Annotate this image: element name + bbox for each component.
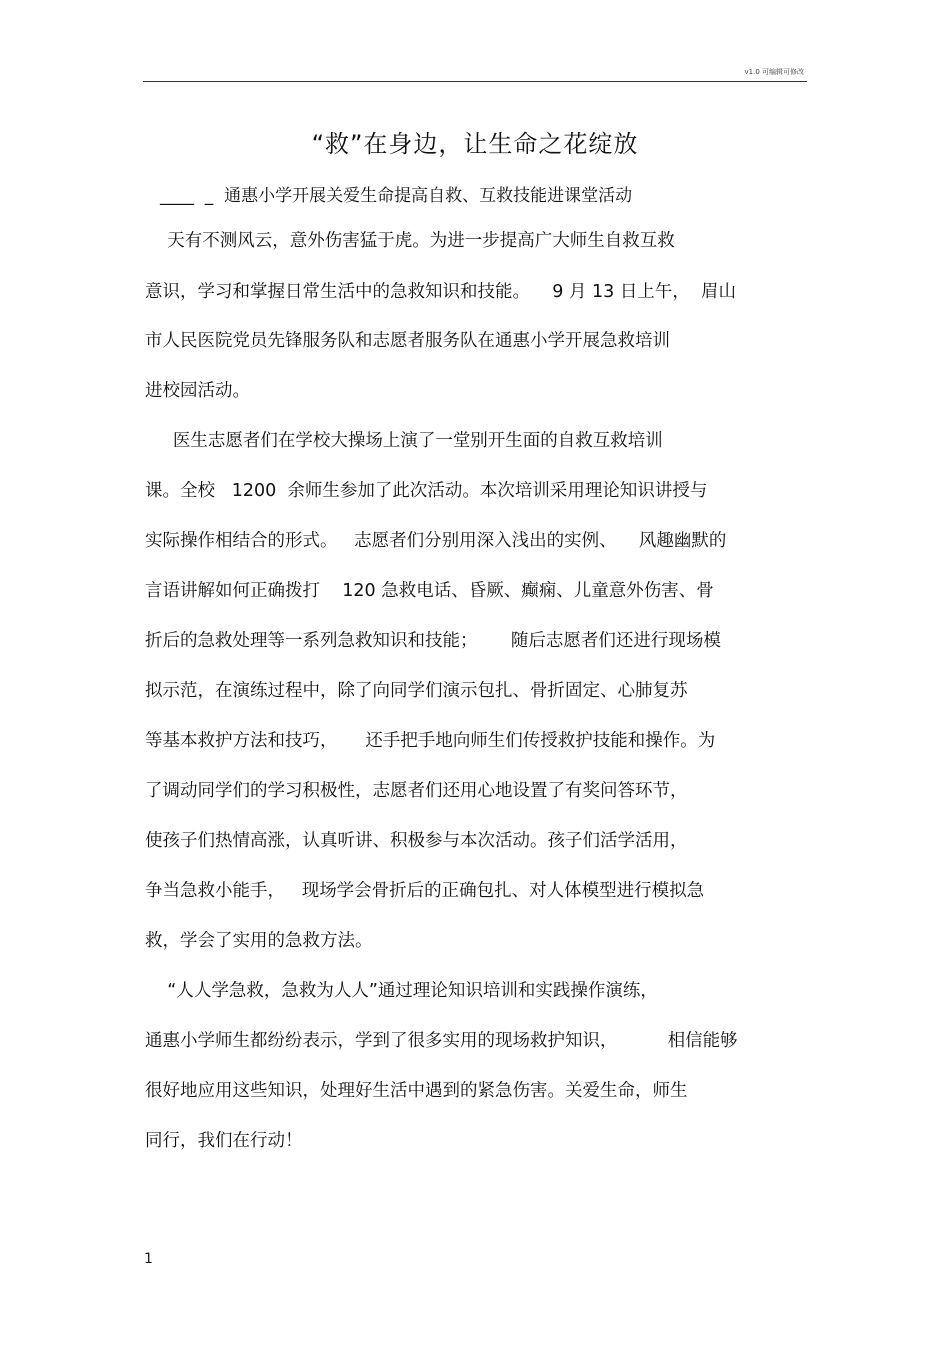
- body-line: 争当急救小能手， 现场学会骨折后的正确包扎、对人体模型进行模拟急: [145, 881, 705, 901]
- body-line: 实际操作相结合的形式。 志愿者们分别用深入浅出的实例、 风趣幽默的: [145, 531, 727, 551]
- body-line: 言语讲解如何正确拨打 120 急救电话、昏厥、癫痫、儿童意外伤害、骨: [145, 581, 714, 601]
- body-line: 同行，我们在行动！: [145, 1131, 303, 1151]
- page-title: “救”在身边，让生命之花绽放: [311, 130, 639, 158]
- body-line: 天有不测风云，意外伤害猛于虎。为进一步提高广大师生自救互救: [145, 231, 675, 251]
- header-rule: [143, 81, 807, 82]
- body-line: 拟示范，在演练过程中，除了向同学们演示包扎、骨折固定、心肺复苏: [145, 681, 688, 701]
- page-number: 1: [144, 1251, 153, 1267]
- body-line: 救，学会了实用的急救方法。: [145, 931, 373, 951]
- body-line: 课。全校 1200 余师生参加了此次活动。本次培训采用理论知识讲授与: [145, 481, 708, 501]
- body-line: 了调动同学们的学习积极性，志愿者们还用心地设置了有奖问答环节，: [145, 781, 688, 801]
- header-version-note: v1.0 可编辑可修改: [744, 68, 804, 76]
- body-line: 市人民医院党员先锋服务队和志愿者服务队在通惠小学开展急救培训: [145, 331, 670, 351]
- body-line: 医生志愿者们在学校大操场上演了一堂别开生面的自救互救培训: [145, 431, 663, 451]
- body-line: 进校园活动。: [145, 381, 250, 401]
- body-line: 意识，学习和掌握日常生活中的急救知识和技能。 9 月 13 日上午， 眉山: [145, 282, 736, 302]
- body-line: 使孩子们热情高涨，认真听讲、积极参与本次活动。孩子们活学活用，: [145, 831, 688, 851]
- body-line: 很好地应用这些知识，处理好生活中遇到的紧急伤害。关爱生命，师生: [145, 1081, 688, 1101]
- body-line: 通惠小学师生都纷纷表示，学到了很多实用的现场救护知识， 相信能够: [145, 1031, 738, 1051]
- body-line: 折后的急救处理等一系列急救知识和技能； 随后志愿者们还进行现场模: [145, 631, 721, 651]
- body-line: “人人学急救，急救为人人”通过理论知识培训和实践操作演练，: [145, 981, 658, 1001]
- body-line: 等基本救护方法和技巧， 还手把手地向师生们传授救护技能和操作。为: [145, 731, 716, 751]
- page-subtitle: ____ _ 通惠小学开展关爱生命提高自救、互救技能进课堂活动: [160, 186, 633, 206]
